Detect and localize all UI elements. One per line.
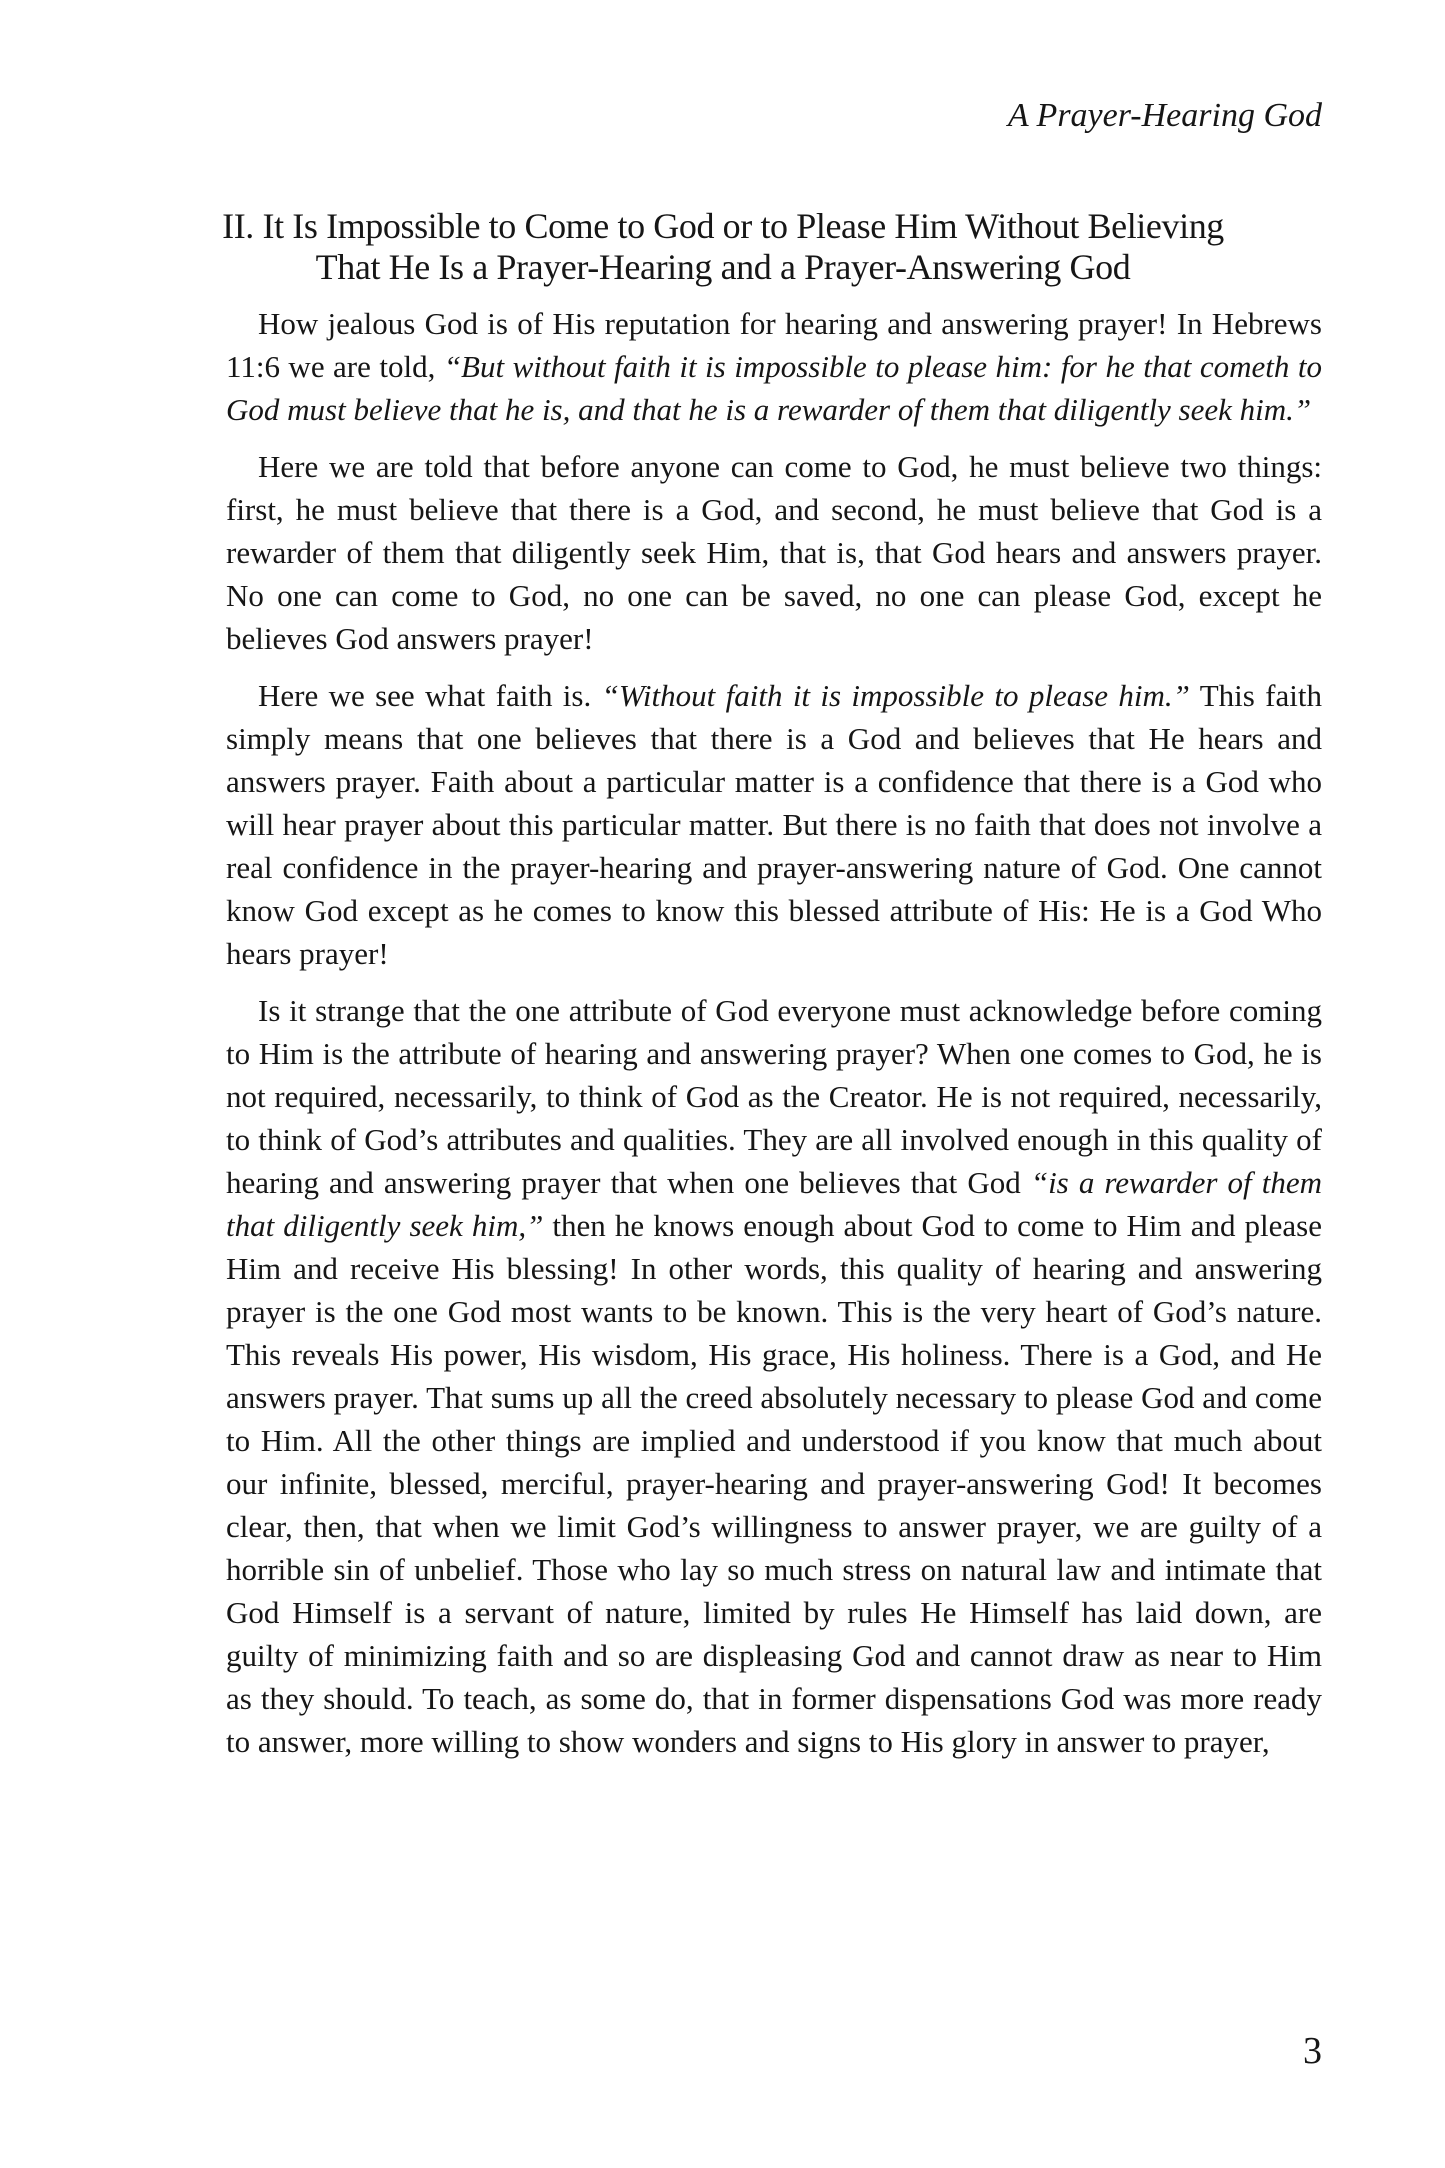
section-heading-line-1: II. It Is Impossible to Come to God or to Please Him Without Believing bbox=[222, 206, 1224, 246]
paragraph-4: Is it strange that the one attribute of God everyone must acknowledge before coming to Him is the attribute of hearing and answering prayer? When one comes to God, he is not required, necessarily, to think of God as the Creator. He is not required, necessarily, to think of God’s attributes and qualities. They are all involved enough in this quality of hearing and answering prayer that when one believes that God “is a rewarder of them that diligently seek him,” then he knows enough about God to come to Him and please Him and receive His blessing! In other words, this quality of hearing and answering prayer is the one God most wants to be known. This is the very heart of God’s nature. This reveals His power, His wisdom, His grace, His holiness. There is a God, and He answers prayer. That sums up all the creed absolutely necessary to please God and come to Him. All the other things are implied and understood if you know that much about our infinite, blessed, merciful, prayer-hearing and prayer-answering God! It becomes clear, then, that when we limit God’s willingness to answer prayer, we are guilty of a horrible sin of unbelief. Those who lay so much stress on natural law and intimate that God Himself is a servant of nature, limited by rules He Himself has laid down, are guilty of minimizing faith and so are displeasing God and cannot draw as near to Him as they should. To teach, as some do, that in former dispensations God was more ready to answer, more willing to show wonders and signs to His glory in answer to prayer, bbox=[226, 993, 1322, 1759]
running-header: A Prayer-Hearing God bbox=[1007, 97, 1322, 134]
page-number: 3 bbox=[1303, 2030, 1322, 2072]
section-heading-line-2: That He Is a Prayer-Hearing and a Prayer-Answering God bbox=[315, 247, 1131, 287]
paragraph-2: Here we are told that before anyone can come to God, he must believe two things: first, he must believe that there is a God, and second, he must believe that God is a rewarder of them that diligently seek Him, that is, that God hears and answers prayer. No one can come to God, no one can be saved, no one can please God, except he believes God answers prayer! bbox=[226, 449, 1322, 656]
section-heading bbox=[113, 206, 1333, 288]
paragraph-3: Here we see what faith is. “Without faith it is impossible to please him.” This faith simply means that one believes that there is a God and believes that He hears and answers prayer. Faith about a particular matter is a confidence that there is a God who will hear prayer about this particular matter. But there is no faith that does not involve a real confidence in the prayer-hearing and prayer-answering nature of God. One cannot know God except as he comes to know this blessed attribute of His: He is a God Who hears prayer! bbox=[226, 678, 1322, 971]
paragraph-1: How jealous God is of His reputation for hearing and answering prayer! In Hebrews 11:6 we are told, “But without faith it is impossible to please him: for he that cometh to God must believe that he is, and that he is a rewarder of them that diligently seek him.” bbox=[226, 306, 1322, 427]
body-text bbox=[226, 302, 1322, 1763]
